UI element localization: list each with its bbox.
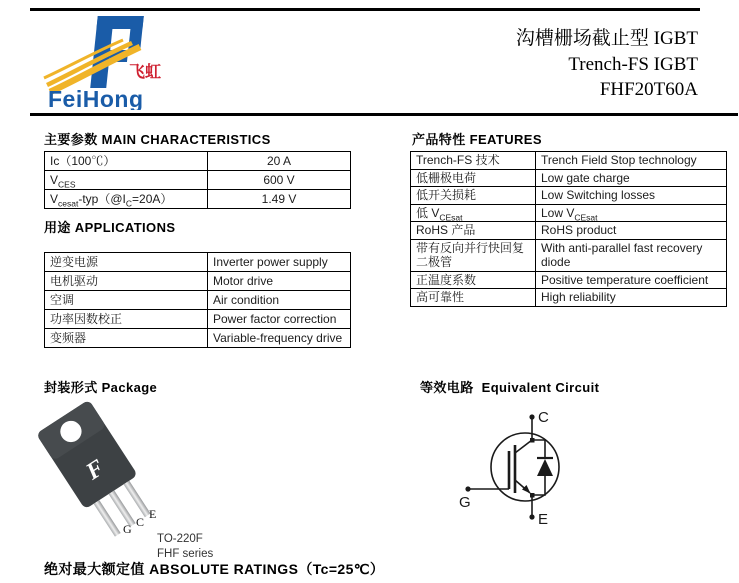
table-row <box>45 310 351 329</box>
terminal-dot-g <box>465 486 470 491</box>
document-title <box>516 26 698 103</box>
main-characteristics-table <box>44 151 351 209</box>
table-cell: Power factor correction <box>208 310 351 329</box>
package-drawing <box>36 396 206 548</box>
header-bottom-rule <box>30 113 738 116</box>
table-cell: 1.49 V <box>208 190 351 209</box>
table-cell: 逆变电源 <box>45 253 208 272</box>
igbt-circuit-graphic <box>435 400 595 530</box>
table-cell: RoHS product <box>536 222 727 240</box>
terminal-dot-c <box>529 414 534 419</box>
table-cell: 20 A <box>208 152 351 171</box>
table-cell: $V_{cesat}-typ(@I_C=20A)$ <box>45 190 208 209</box>
features-table <box>410 151 727 307</box>
table-row <box>45 152 351 171</box>
feihong-logo <box>42 14 166 110</box>
logo-brand-en: FeiHong <box>48 86 144 110</box>
table-cell: Low gate charge <box>536 169 727 187</box>
table-cell: 带有反向并行快回复二极管 <box>411 239 536 271</box>
table-row <box>45 171 351 190</box>
table-cell: With anti-parallel fast recovery diode <box>536 239 727 271</box>
absolute-ratings-heading: 绝对最大额定值 ABSOLUTE RATINGS（Tc=25℃） <box>44 561 385 577</box>
table-cell: Positive temperature coefficient <box>536 271 727 289</box>
table-row <box>411 222 727 240</box>
table-cell: Low $V_{CEsat}$ <box>536 204 727 222</box>
table-cell: 正温度系数 <box>411 271 536 289</box>
table-row <box>411 152 727 170</box>
table-row <box>411 169 727 187</box>
pin-label-c: C <box>136 515 145 529</box>
table-row <box>411 187 727 205</box>
title-line-en: Trench-FS IGBT <box>568 53 698 75</box>
table-row <box>45 190 351 209</box>
logo-brand-cn: 飞虹 <box>129 64 162 81</box>
table-cell: High reliability <box>536 289 727 307</box>
terminal-dot-e <box>529 514 534 519</box>
table-row <box>45 272 351 291</box>
equivalent-circuit-heading: 等效电路 Equivalent Circuit <box>420 380 600 395</box>
table-cell: 600 V <box>208 171 351 190</box>
applications-heading: 用途 APPLICATIONS <box>44 220 176 235</box>
table-cell: 变频器 <box>45 329 208 348</box>
table-cell: 空调 <box>45 291 208 310</box>
feihong-logo-graphic <box>42 14 166 110</box>
package-logo-mark: F <box>81 454 110 486</box>
table-row <box>411 239 727 271</box>
table-cell: Low Switching losses <box>536 187 727 205</box>
table-row <box>411 204 727 222</box>
package-caption <box>157 532 213 561</box>
terminal-label-c: C <box>538 409 549 426</box>
table-row <box>45 291 351 310</box>
table-cell: Motor drive <box>208 272 351 291</box>
table-cell: RoHS 产品 <box>411 222 536 240</box>
terminal-label-e: E <box>538 511 549 528</box>
table-cell: Variable-frequency drive <box>208 329 351 348</box>
table-cell: 高可靠性 <box>411 289 536 307</box>
table-cell: 低栅极电荷 <box>411 169 536 187</box>
table-cell: $V_{CES}$ <box>45 171 208 190</box>
part-number: FHF20T60A <box>599 79 698 100</box>
table-cell: 功率因数校正 <box>45 310 208 329</box>
to220f-package-graphic <box>36 396 206 548</box>
pin-label-e: E <box>149 507 157 521</box>
package-heading: 封装形式 Package <box>44 380 158 395</box>
table-cell: Ic（100℃） <box>45 152 208 171</box>
header-top-rule <box>30 8 700 11</box>
package-series: FHF series <box>157 547 214 560</box>
table-row <box>411 289 727 307</box>
package-type: TO-220F <box>157 533 203 545</box>
pin-label-g: G <box>123 522 132 536</box>
equivalent-circuit-drawing <box>435 400 595 530</box>
diode-triangle <box>537 459 553 476</box>
table-cell: 低开关损耗 <box>411 187 536 205</box>
applications-table <box>44 252 351 348</box>
features-heading: 产品特性 FEATURES <box>412 132 542 147</box>
table-row <box>45 329 351 348</box>
main-characteristics-heading: 主要参数 MAIN CHARACTERISTICS <box>44 132 271 147</box>
table-cell: Trench-FS 技术 <box>411 152 536 170</box>
table-cell: 电机驱动 <box>45 272 208 291</box>
table-cell: Air condition <box>208 291 351 310</box>
table-cell: Inverter power supply <box>208 253 351 272</box>
table-row <box>45 253 351 272</box>
table-cell: 低 $V_{CEsat}$ <box>411 204 536 222</box>
terminal-label-g: G <box>459 494 471 511</box>
table-row <box>411 271 727 289</box>
table-cell: Trench Field Stop technology <box>536 152 727 170</box>
title-line-cn: 沟槽栅场截止型 IGBT <box>515 28 698 49</box>
